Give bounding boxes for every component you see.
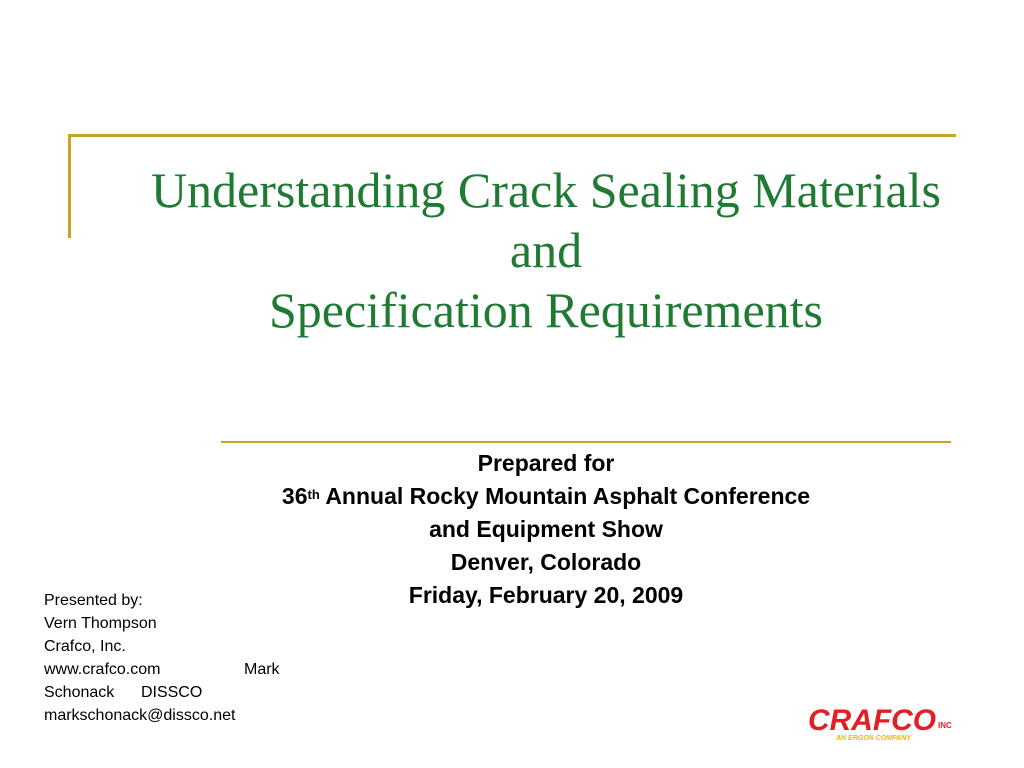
prepared-for-label: Prepared for (477, 450, 615, 476)
logo-inc: INC (938, 721, 952, 730)
title-line-1: Understanding Crack Sealing Materials (150, 162, 942, 218)
second-presenter-email: markschonack@dissco.net (44, 707, 236, 724)
crafco-logo-graphic (806, 700, 966, 744)
ordinal-suffix: th (307, 487, 320, 502)
conference-name-cont: and Equipment Show (429, 516, 663, 542)
crafco-logo (806, 700, 966, 744)
presenter-company: Crafco, Inc. (44, 638, 126, 655)
gold-rule-subtitle (221, 441, 951, 443)
date: Friday, February 20, 2009 (408, 582, 684, 608)
presenter-block (44, 589, 304, 727)
presenter-website-row (44, 658, 304, 681)
conference-name (200, 480, 892, 513)
logo-tagline: AN ERGON COMPANY (836, 735, 911, 742)
presenter-name: Vern Thompson (44, 615, 157, 632)
subtitle-block (200, 447, 892, 612)
gold-rule-top (68, 134, 956, 137)
gold-rule-left (68, 134, 71, 238)
ordinal-number: 36 (281, 483, 308, 509)
slide-title (90, 160, 1002, 340)
second-presenter-name: Schonack DISSCO (44, 684, 203, 701)
second-presenter-first: Mark (244, 661, 280, 678)
presenter-website: www.crafco.com (44, 661, 161, 678)
location: Denver, Colorado (450, 549, 642, 575)
title-line-3: Specification Requirements (268, 282, 823, 338)
conference-name-rest: Annual Rocky Mountain Asphalt Conference (319, 483, 811, 509)
presented-by-label: Presented by: (44, 592, 143, 609)
logo-wordmark: CRAFCO (808, 704, 936, 737)
title-line-2: and (509, 222, 583, 278)
